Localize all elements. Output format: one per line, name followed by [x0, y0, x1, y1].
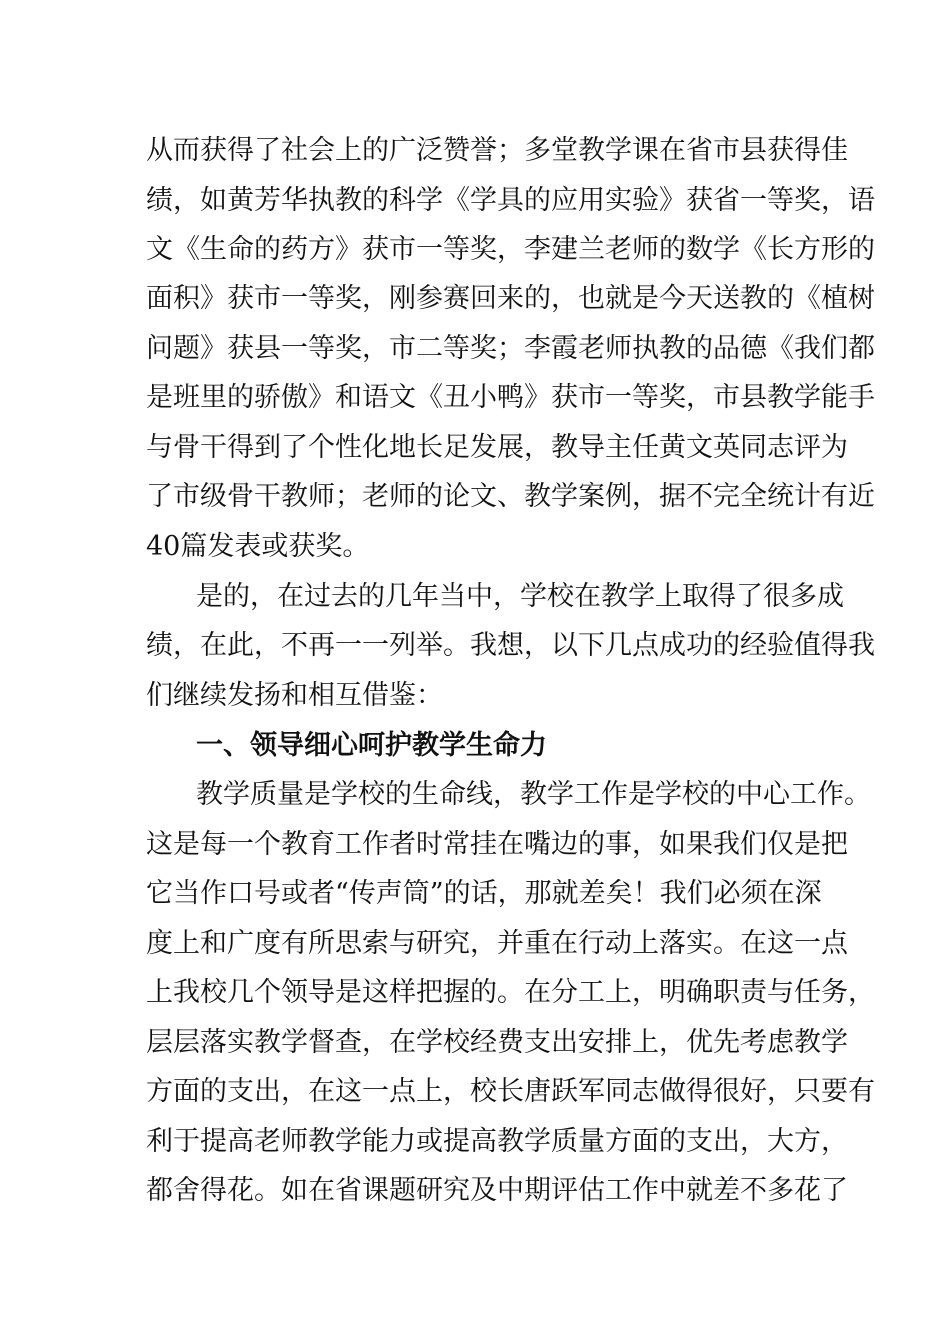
- text-line: 与骨干得到了个性化地长足发展，教导主任黄文英同志评为: [146, 432, 848, 463]
- text-line: 面积》获市一等奖，刚参赛回来的，也就是今天送教的《植树: [146, 283, 875, 314]
- text-line: 是的，在过去的几年当中，学校在教学上取得了很多成: [196, 581, 844, 612]
- text-line: 度上和广度有所思索与研究，并重在行动上落实。在这一点: [146, 928, 848, 959]
- text-line: 绩，在此，不再一一列举。我想，以下几点成功的经验值得我: [146, 630, 875, 661]
- text-line: 都舍得花。如在省课题研究及中期评估工作中就差不多花了: [146, 1175, 848, 1206]
- text-line: 了市级骨干教师；老师的论文、教学案例，据不完全统计有近: [146, 481, 875, 512]
- text-line: 问题》获县一等奖，市二等奖；李霞老师执教的品德《我们都: [146, 333, 875, 364]
- section-heading: 一、领导细心呵护教学生命力: [196, 730, 547, 761]
- text-line: 这是每一个教育工作者时常挂在嘴边的事，如果我们仅是把: [146, 829, 848, 860]
- text-line: 它当作口号或者“传声筒”的话，那就差矣！我们必须在深: [146, 878, 822, 909]
- text-line: 从而获得了社会上的广泛赞誉；多堂教学课在省市县获得佳: [146, 135, 848, 166]
- text-line: 40篇发表或获奖。: [146, 531, 370, 562]
- text-line: 教学质量是学校的生命线，教学工作是学校的中心工作。: [196, 779, 871, 810]
- text-line: 利于提高老师教学能力或提高教学质量方面的支出，大方，: [146, 1126, 848, 1157]
- text-line: 们继续发扬和相互借鉴：: [146, 680, 443, 711]
- text-line: 绩，如黄芳华执教的科学《学具的应用实验》获省一等奖，语: [146, 185, 875, 216]
- text-line: 方面的支出，在这一点上，校长唐跃军同志做得很好，只要有: [146, 1076, 875, 1107]
- text-line: 文《生命的药方》获市一等奖，李建兰老师的数学《长方形的: [146, 234, 875, 265]
- text-line: 上我校几个领导是这样把握的。在分工上，明确职责与任务，: [146, 977, 875, 1008]
- text-line: 是班里的骄傲》和语文《丑小鸭》获市一等奖，市县教学能手: [146, 382, 875, 413]
- text-line: 层层落实教学督查，在学校经费支出安排上，优先考虑教学: [146, 1027, 848, 1058]
